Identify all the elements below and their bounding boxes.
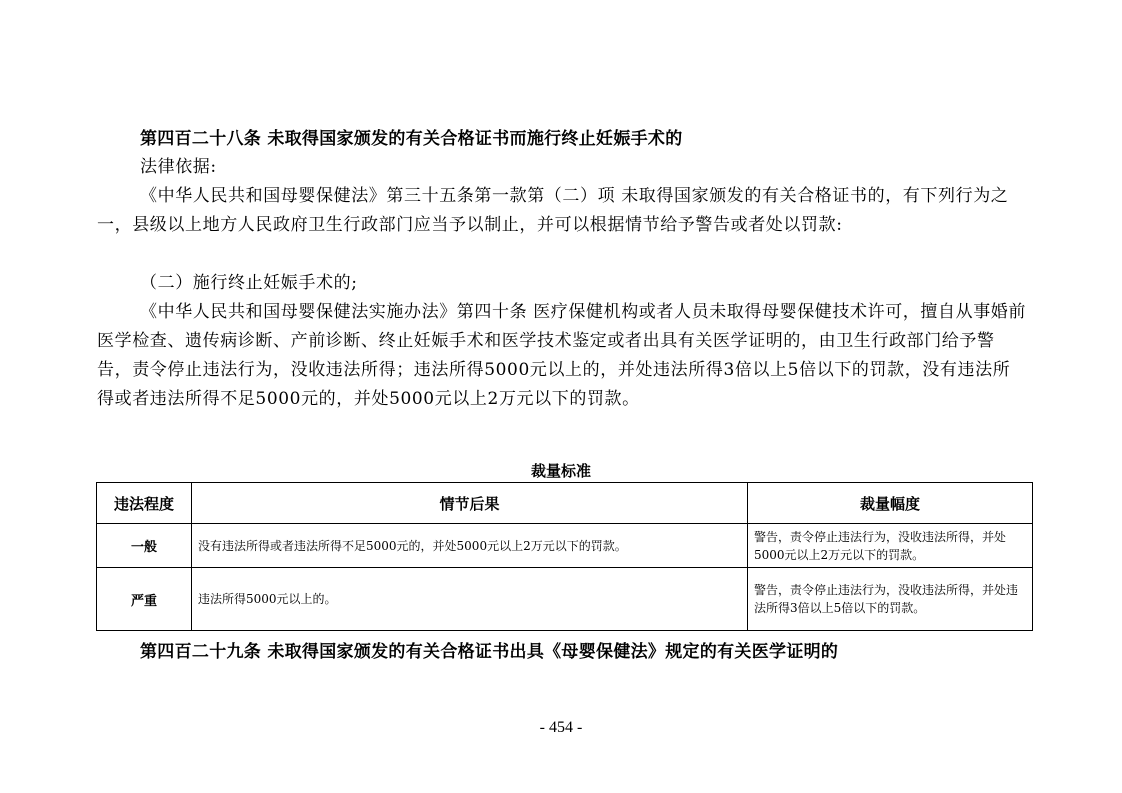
header-violation-level: 违法程度 [97, 483, 192, 524]
penalty-range-cell: 警告，责令停止违法行为，没收违法所得，并处5000元以上2万元以下的罚款。 [748, 524, 1033, 568]
table-caption: 裁量标准 [530, 462, 591, 480]
page-number: - 454 - [539, 719, 583, 736]
table-row [97, 568, 1033, 631]
table-header-row [97, 483, 1033, 524]
legal-basis-label: 法律依据: [140, 157, 217, 177]
article-429-title: 第四百二十九条 未取得国家颁发的有关合格证书出具《母婴保健法》规定的有关医学证明的 [140, 642, 839, 662]
violation-level-cell: 严重 [97, 568, 192, 631]
penalty-range-cell: 警告，责令停止违法行为，没收违法所得，并处违法所得3倍以上5倍以下的罚款。 [748, 568, 1033, 631]
header-penalty-range: 裁量幅度 [748, 483, 1033, 524]
article-428-title: 第四百二十八条 未取得国家颁发的有关合格证书而施行终止妊娠手术的 [140, 129, 683, 149]
law-citation-item-2: （二）施行终止妊娠手术的; [140, 273, 358, 293]
discretion-standard-table [96, 482, 1033, 631]
header-circumstances: 情节后果 [192, 483, 748, 524]
violation-level-cell: 一般 [97, 524, 192, 568]
circumstances-cell: 违法所得5000元以上的。 [192, 568, 748, 631]
table-row [97, 524, 1033, 568]
circumstances-cell: 没有违法所得或者违法所得不足5000元的，并处5000元以上2万元以下的罚款。 [192, 524, 748, 568]
law-citation-paragraph-2: 《中华人民共和国母婴保健法实施办法》第四十条 医疗保健机构或者人员未取得母婴保健技术许可，擅自从事婚前医学检查、遗传病诊断、产前诊断、终止妊娠手术和医学技术鉴定或者出具有关医学证明的，由卫生行政部门给予警告，责令停止违法行为，没收违法所得；违法所得5000元以上的，并处违法所得3倍以上5倍以下的罚款，没有违法所得或者违法所得不足5000元的，并处5000元以上2万元以下的罚款。 [97, 302, 1027, 409]
law-citation-paragraph-1: 《中华人民共和国母婴保健法》第三十五条第一款第（二）项 未取得国家颁发的有关合格证书的，有下列行为之一，县级以上地方人民政府卫生行政部门应当予以制止，并可以根据情节给予警告或者处以罚款: [97, 186, 1009, 235]
